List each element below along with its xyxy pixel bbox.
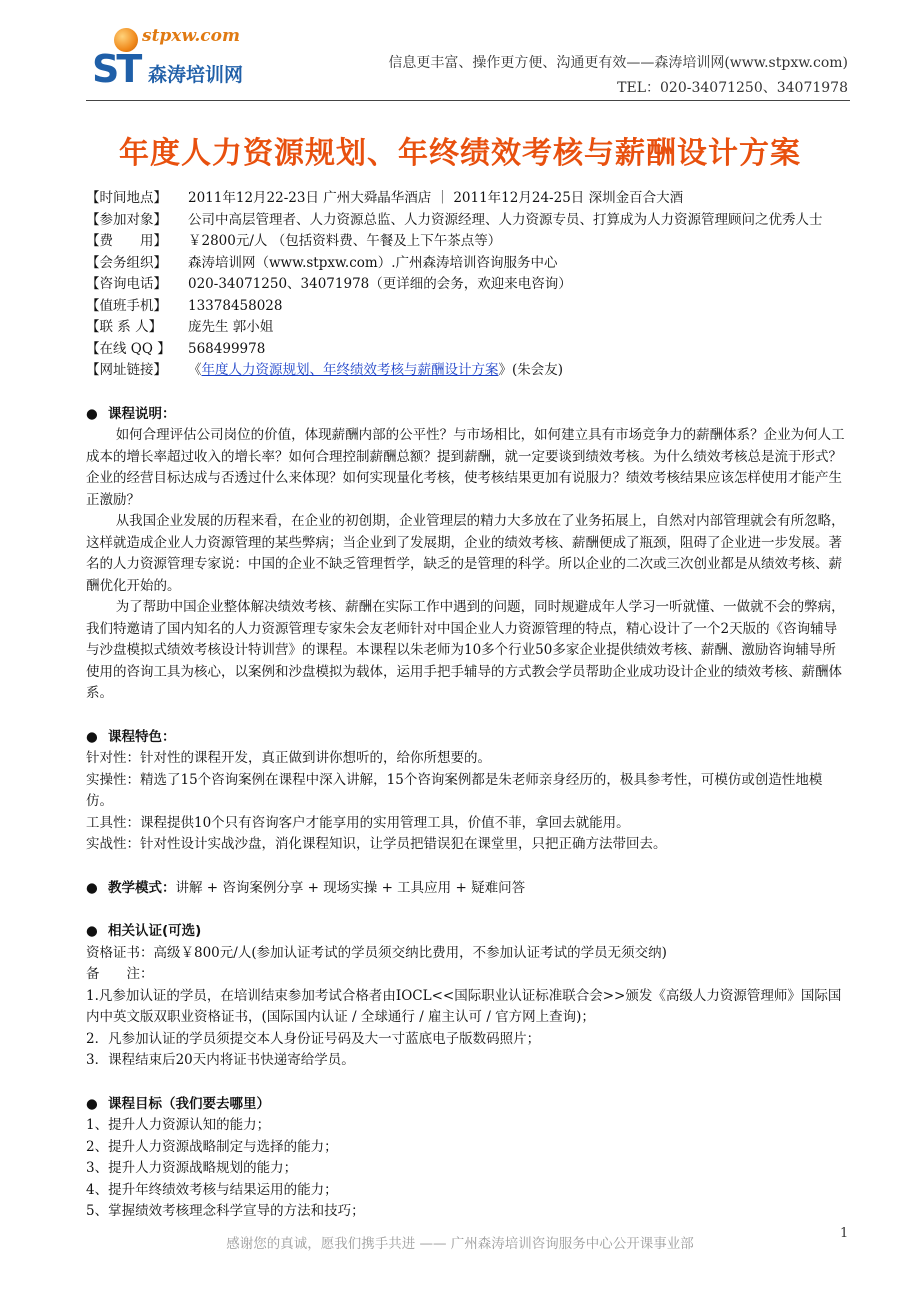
course-link[interactable]: 年度人力资源规划、年终绩效考核与薪酬设计方案 — [201, 362, 499, 378]
document-body — [86, 188, 848, 1223]
paragraph: 如何合理评估公司岗位的价值，体现薪酬内部的公平性？与市场相比，如何建立具有市场竞争力的薪酬体系？企业为何人工成本的增长率超过收入的增长率？如何合理控制薪酬总额？提到薪酬，就一定要谈到绩效考核。为什么绩效考核总是流于形式？企业的经营目标达成与否透过什么来体现？如何实现量化考核，使考核结果更加有说服力？绩效考核结果应该怎样使用才能产生正激励？ — [86, 427, 845, 508]
paragraph: 从我国企业发展的历程来看，在企业的初创期，企业管理层的精力大多放在了业务拓展上，自然对内部管理就会有所忽略，这样就造成企业人力资源管理的某些弊病；当企业到了发展期，企业的绩效考核、薪酬便成了瓶颈，阻碍了企业进一步发展。著名的人力资源管理专家说：中国的企业不缺乏管理哲学，缺乏的是管理的科学。所以企业的二次或三次创业都是从绩效考核、薪酬优化开始的。 — [86, 513, 845, 594]
link-close: 》(朱会友) — [498, 362, 564, 378]
feature-item: 实战性：针对性设计实战沙盘，消化课程知识，让学员把错误犯在课堂里，只把正确方法带回去。 — [86, 836, 667, 852]
paragraph: 为了帮助中国企业整体解决绩效考核、薪酬在实际工作中遇到的问题，同时规避成年人学习一听就懂、一做就不会的弊病，我们特邀请了国内知名的人力资源管理专家朱会友老师针对中国企业人力资源管理的特点，精心设计了一个2天版的《咨询辅导与沙盘模拟式绩效考核设计特训营》的课程。本课程以朱老师为10多个行业50多家企业提供绩效考核、薪酬、激励咨询辅导所使用的咨询工具为核心，以案例和沙盘模拟为载体，运用手把手辅导的方式教会学员帮助企业成功设计企业的绩效考核、薪酬体系。 — [86, 599, 845, 701]
feature-item: 工具性：课程提供10个只有咨询客户才能享用的实用管理工具，价值不菲，拿回去就能用。 — [86, 814, 630, 831]
page-number: 1 — [840, 1226, 849, 1241]
cert-line: 3．课程结束后20天内将证书快递寄给学员。 — [86, 1052, 355, 1068]
section-heading-text: 课程目标（我们要去哪里） — [108, 1095, 270, 1112]
bullet-icon: ● — [86, 728, 98, 745]
info-label: 【费 用】 — [86, 233, 167, 249]
feature-item: 针对性：针对性的课程开发，真正做到讲你想听的，给你所想要的。 — [86, 750, 491, 766]
header-divider — [86, 100, 850, 101]
info-value: 020-34071250、34071978（更详细的会务，欢迎来电咨询） — [188, 276, 572, 292]
goal-item: 1、提升人力资源认知的能力； — [86, 1117, 271, 1133]
section-heading — [86, 1094, 848, 1116]
section-heading-text: 相关认证(可选) — [108, 923, 202, 939]
bullet-icon: ● — [86, 1095, 98, 1112]
section-heading — [86, 404, 848, 426]
goal-item: 2、提升人力资源战略制定与选择的能力； — [86, 1138, 338, 1155]
goal-item: 3、提升人力资源战略规划的能力； — [86, 1160, 298, 1176]
info-label: 【值班手机】 — [86, 297, 167, 314]
info-label: 【会务组织】 — [86, 254, 167, 271]
cert-line: 资格证书：高级￥800元/人(参加认证考试的学员须交纳比费用，不参加认证考试的学员无须交纳) — [86, 944, 667, 961]
bullet-icon: ● — [86, 405, 98, 422]
section-heading-text: 课程说明： — [108, 405, 176, 422]
section-heading — [86, 727, 848, 749]
info-label: 【参加对象】 — [86, 211, 167, 228]
section-heading-text: 教学模式： — [108, 879, 176, 896]
page-footer: 感谢您的真诚，愿我们携手共进 —— 广州森涛培训咨询服务中心公开课事业部 — [226, 1236, 694, 1252]
bullet-icon: ● — [86, 923, 98, 939]
logo-name: 森涛培训网 — [148, 64, 244, 86]
info-value: 2011年12月22-23日 广州大舜晶华酒店 ｜ 2011年12月24-25日 深圳金百合大酒 — [188, 190, 684, 206]
cert-line: 备 注： — [86, 966, 154, 982]
cert-line: 1.凡参加认证的学员，在培训结束参加考试合格者由IOCL<<国际职业认证标准联合会>>颁发《高级人力资源管理师》国际国内中英文版双职业资格证书，(国际国内认证 / 全球通行 / 雇主认可 / 官方网上查询)； — [86, 987, 842, 1025]
link-open: 《 — [188, 362, 202, 378]
info-label: 【联 系 人】 — [86, 319, 163, 335]
info-value: ￥2800元/人 （包括资料费、午餐及上下午茶点等） — [188, 233, 502, 249]
logo-mark: ST — [92, 47, 140, 91]
info-value: 568499978 — [188, 340, 266, 357]
info-label: 【咨询电话】 — [86, 276, 167, 292]
section-heading — [86, 921, 848, 943]
feature-item: 实操性：精选了15个咨询案例在课程中深入讲解，15个咨询案例都是朱老师亲身经历的，极具参考性，可模仿或创造性地模仿。 — [86, 771, 823, 809]
info-value — [188, 360, 848, 382]
info-label: 【在线 QQ 】 — [86, 340, 171, 357]
cert-line: 2．凡参加认证的学员须提交本人身份证号码及大一寸蓝底电子版数码照片； — [86, 1030, 541, 1047]
section-heading-text: 课程特色： — [108, 728, 176, 745]
bullet-icon: ● — [86, 879, 98, 896]
header-slogan: 信息更丰富、操作更方便、沟通更有效——森涛培训网(www.stpxw.com) — [388, 55, 848, 71]
goal-item: 5、掌握绩效考核理念科学宣导的方法和技巧； — [86, 1203, 365, 1219]
info-value: 13378458028 — [188, 297, 283, 314]
logo-url: stpxw.com — [142, 26, 240, 46]
page-title: 年度人力资源规划、年终绩效考核与薪酬设计方案 — [119, 136, 801, 171]
teaching-mode-text: 讲解 + 咨询案例分享 + 现场实操 + 工具应用 + 疑难问答 — [175, 879, 526, 896]
goal-item: 4、提升年终绩效考核与结果运用的能力； — [86, 1181, 338, 1198]
info-table — [86, 188, 848, 382]
info-value: 庞先生 郭小姐 — [188, 319, 274, 335]
info-label: 【时间地点】 — [86, 190, 167, 206]
info-value: 森涛培训网（www.stpxw.com）.广州森涛培训咨询服务中心 — [188, 254, 558, 271]
brand-logo — [92, 22, 252, 91]
header-tel: TEL：020-34071250、34071978 — [617, 80, 848, 96]
info-value: 公司中高层管理者、人力资源总监、人力资源经理、人力资源专员、打算成为人力资源管理顾问之优秀人士 — [188, 211, 823, 228]
info-label: 【网址链接】 — [86, 362, 167, 378]
section-heading — [86, 878, 848, 900]
